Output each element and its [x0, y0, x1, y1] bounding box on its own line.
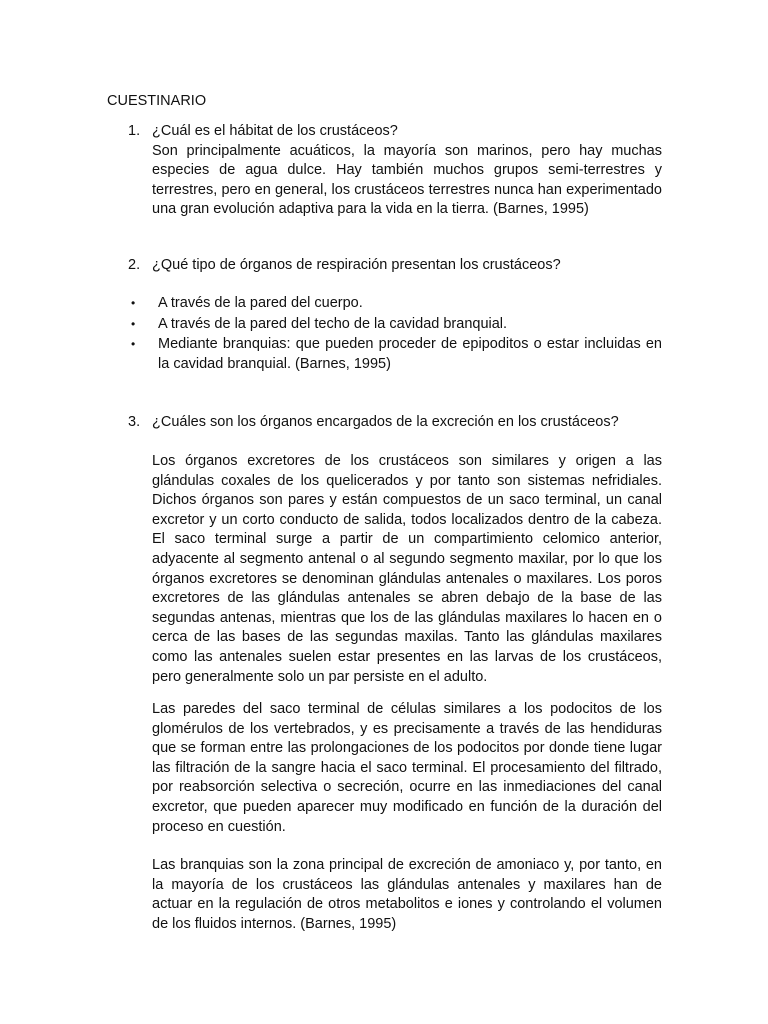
- bullet-dot: •: [131, 296, 136, 310]
- question-3-paragraph-2: Las paredes del saco terminal de células similares a los podocitos de los glomérulos de los vertebrados, y es precisamente a través de las hendiduras que se forman entre las prolongaciones de los podocitos por donde tiene lugar las filtración de la sangre hacia el saco terminal. El procesamiento del filtrado, por reabsorción selectiva o secreción, ocurre en las inmediaciones del canal excretor, que pueden aparecer muy modificado en función de la duración del proceso en cuestión.: [152, 701, 662, 835]
- bullet-dot: •: [131, 337, 136, 351]
- question-3-text: ¿Cuáles son los órganos encargados de la excreción en los crustáceos?: [152, 414, 619, 430]
- question-3-number: 3.: [128, 414, 141, 430]
- question-2-text: ¿Qué tipo de órganos de respiración presentan los crustáceos?: [152, 257, 561, 273]
- bullet-item-1: A través de la pared del cuerpo.: [158, 295, 363, 311]
- question-3-paragraph-3: Las branquias son la zona principal de excreción de amoniaco y, por tanto, en la mayoría de los crustáceos las glándulas antenales y maxilares han de actuar en la regulación de otros metabolitos e iones y controlando el volumen de los fluidos internos. (Barnes, 1995): [152, 857, 662, 932]
- question-1-number: 1.: [128, 123, 141, 139]
- question-1-text: ¿Cuál es el hábitat de los crustáceos?: [152, 123, 398, 139]
- question-1-answer: Son principalmente acuáticos, la mayoría son marinos, pero hay muchas especies de agua dulce. Hay también muchos grupos semi-terrestres y terrestres, pero en general, los crustáceos terrestres nunca han experimentado una gran evolución adaptiva para la vida en la tierra. (Barnes, 1995): [152, 142, 662, 218]
- bullet-item-3: Mediante branquias: que pueden proceder de epipoditos o estar incluidas en la cavidad branquial. (Barnes, 1995): [158, 336, 662, 372]
- document-title: CUESTINARIO: [107, 93, 207, 109]
- question-2-number: 2.: [128, 257, 141, 273]
- question-3-paragraph-1: Los órganos excretores de los crustáceos son similares y origen a las glándulas coxales de los quelicerados y por tanto son sistemas nefridiales. Dichos órganos son pares y están compuestos de un saco terminal, un canal excretor y un corto conducto de salida, todos localizados dentro de la cabeza. El saco terminal surge a partir de un compartimiento celomico anterior, adyacente al segmento antenal o al segundo segmento maxilar, por lo que los órganos excretores se denominan glándulas antenales o maxilares. Los poros excretores de las glándulas antenales se abren debajo de la base de las segundas antenas, mientras que los de las glándulas maxilares lo hacen en o cerca de las bases de las segundas maxilas. Tanto las glándulas maxilares como las antenales suelen estar presentes en las larvas de los crustáceos, pero generalmente solo un par persiste en el adulto.: [152, 453, 662, 685]
- bullet-dot: •: [131, 317, 136, 331]
- bullet-item-2: A través de la pared del techo de la cavidad branquial.: [158, 316, 508, 332]
